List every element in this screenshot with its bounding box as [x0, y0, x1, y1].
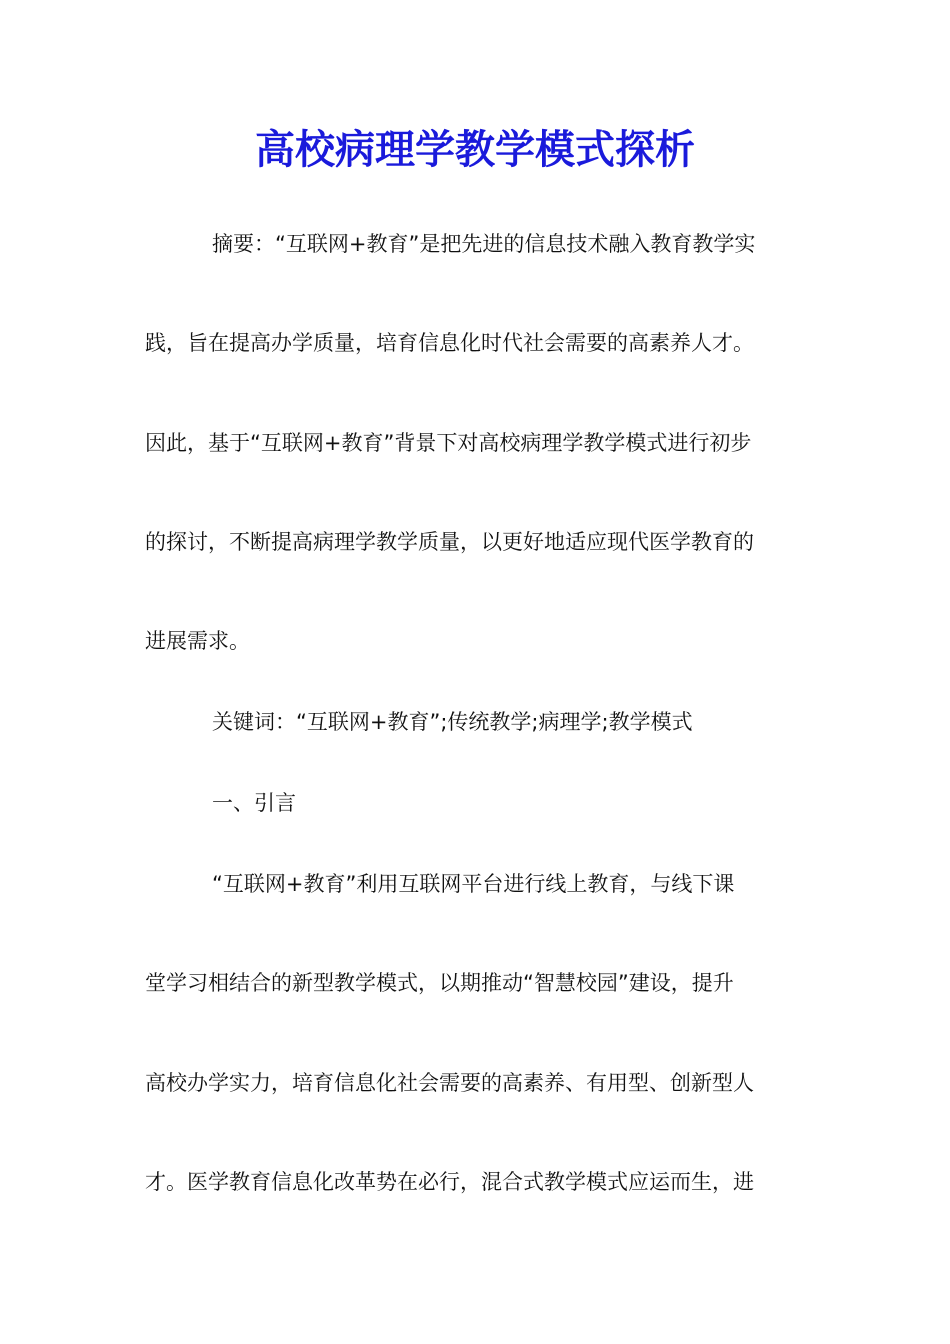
- abstract-line: 进展需求。: [145, 629, 250, 653]
- intro-line: 高校办学实力，培育信息化社会需要的高素养、有用型、创新型人: [145, 1071, 754, 1095]
- abstract-line: 践，旨在提高办学质量，培育信息化时代社会需要的高素养人才。: [145, 331, 754, 355]
- abstract-line: 的探讨，不断提高病理学教学质量，以更好地适应现代医学教育的: [145, 530, 754, 554]
- keywords-line: 关键词：“互联网+教育”;传统教学;病理学;教学模式: [212, 710, 693, 734]
- section-heading: 一、引言: [212, 791, 296, 815]
- intro-line: 堂学习相结合的新型教学模式，以期推动“智慧校园”建设，提升: [145, 971, 734, 995]
- intro-line: 才。医学教育信息化改革势在必行，混合式教学模式应运而生，进: [145, 1170, 754, 1194]
- document-title: 高校病理学教学模式探析: [255, 126, 695, 173]
- abstract-line: 因此，基于“互联网+教育”背景下对高校病理学教学模式进行初步: [145, 431, 752, 455]
- abstract-line: 摘要：“互联网+教育”是把先进的信息技术融入教育教学实: [212, 232, 756, 256]
- intro-line: “互联网+教育”利用互联网平台进行线上教育，与线下课: [212, 872, 735, 896]
